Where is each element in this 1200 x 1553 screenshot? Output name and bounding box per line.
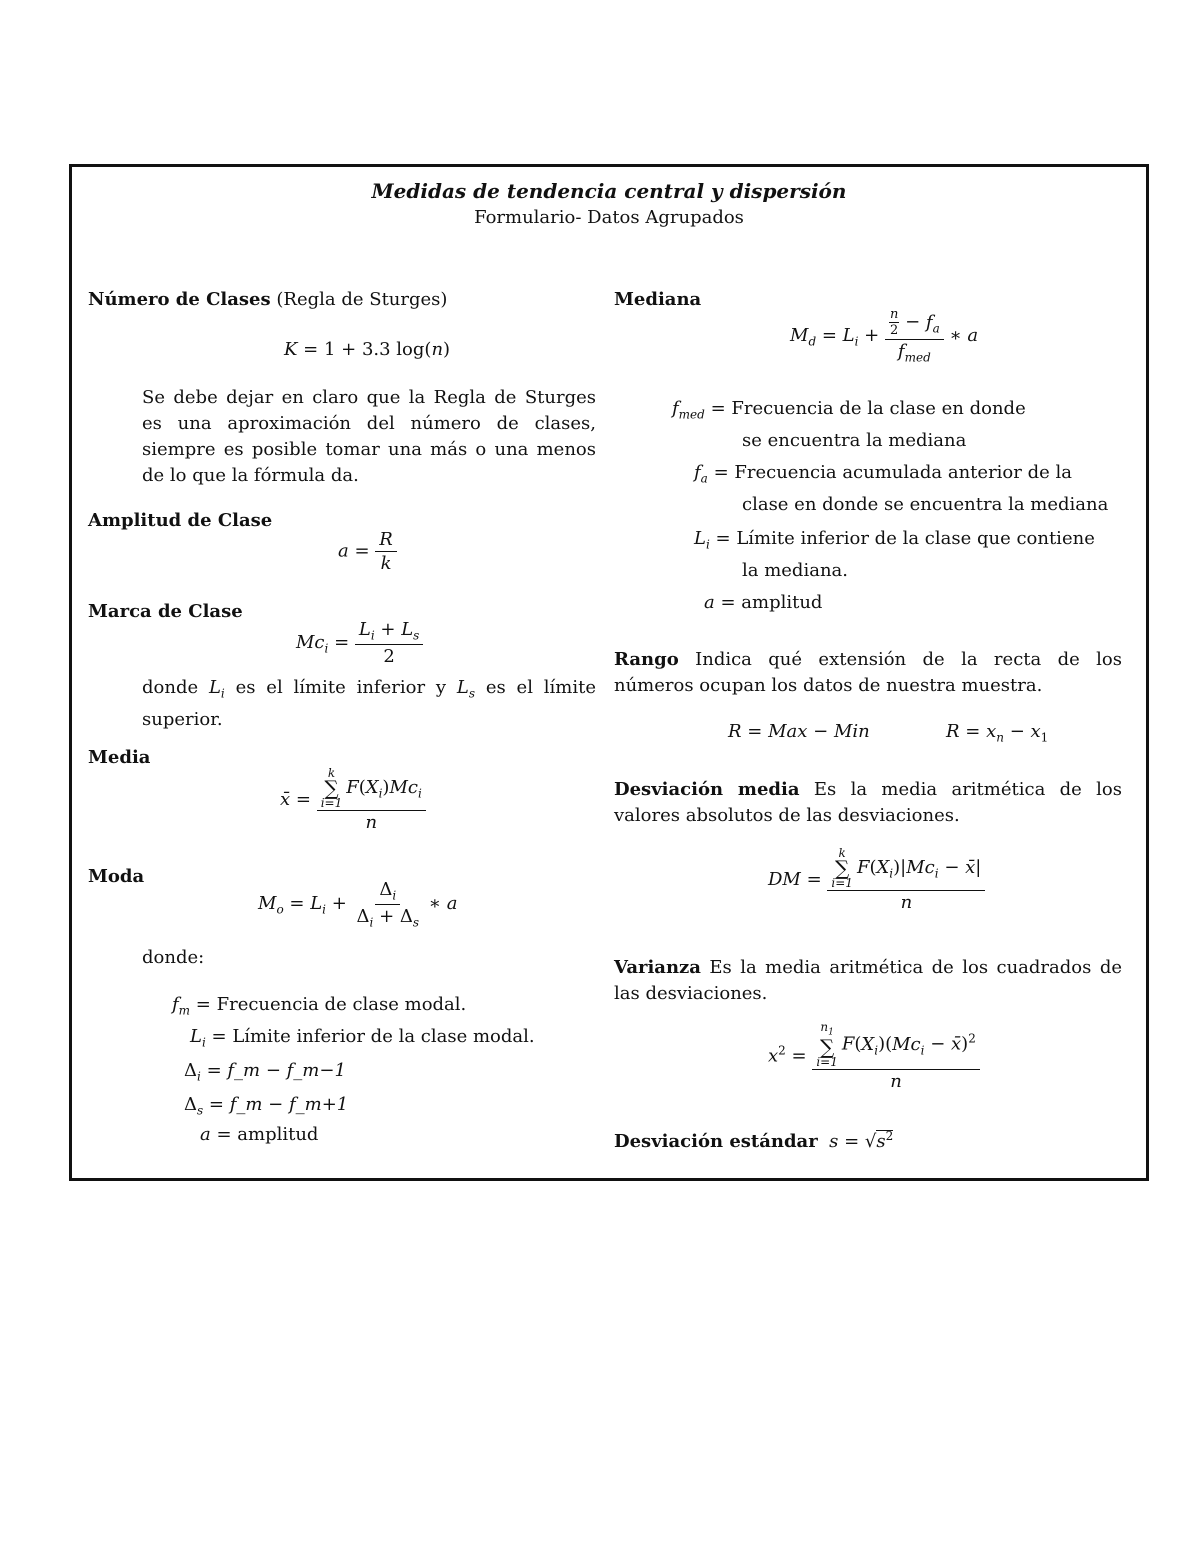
def-fmed-cont: se encuentra la mediana [742,430,967,451]
def-li-mediana: $L_i$ = Límite inferior de la clase que contiene [694,528,1095,552]
varianza-formula: $x^2$ = $n_1$ ∑ i=1 $F(X_i)(Mc_i$ − x̄)$^2$ n [768,1021,980,1092]
desviacion-media-heading: Desviación media [614,779,800,800]
rango-formula-1: R = Max − Min [728,721,870,742]
desviacion-estandar-heading: Desviación estándar [614,1131,818,1152]
marca-note-mid: es el límite inferior y [235,677,447,698]
sturges-formula: K = 1 + 3.3 log(n) [284,339,451,360]
moda-formula: $M_o = L_i$ + $\frac{\Delta_i}{\Delta_i + \Delta_s}$ ∗ a [258,879,458,930]
sturges-note: Se debe dejar en claro que la Regla de Sturges es una aproximación del número de clases, siempre es posible tomar una más o una menos de lo que la fórmula da. [142,387,596,486]
marca-note-pre: donde [142,677,199,698]
def-fa: $f_a$ = Frecuencia acumulada anterior de la [694,462,1072,486]
amplitud-formula: a = $\frac{R}{k}$ [338,529,397,574]
def-delta-s: $\Delta_s$ = f_m − f_m+1 [184,1094,349,1118]
def-delta-i: $\Delta_i$ = f_m − f_m−1 [184,1060,346,1084]
media-formula: x̄ = k ∑ i=1 $F(X_i)Mc_i$ n [280,767,426,833]
formula-sheet-frame [69,164,1149,1181]
def-fm: $f_m$ = Frecuencia de clase modal. [172,994,467,1018]
clases-heading-row [88,289,447,310]
page-subtitle: Formulario- Datos Agrupados [474,207,744,228]
rango-desc: Indica qué extensión de la recta de los números ocupan los datos de nuestra muestra. [614,649,1122,696]
marca-note-post: es el límite superior. [142,677,596,730]
rango-formula-2: $R = x_n - x_1$ [946,721,1049,745]
desviacion-media-desc: Es la media aritmética de los valores absolutos de las desviaciones. [614,779,1122,826]
marca-formula: $Mc_i$ = $\frac{L_i + L_s}{2}$ [296,619,423,667]
def-fmed: $f_{med}$ = Frecuencia de la clase en donde [672,398,1026,422]
varianza-heading: Varianza [614,957,701,978]
moda-heading: Moda [88,866,145,887]
desviacion-media-text [614,777,1122,829]
moda-donde: donde: [142,947,205,968]
rango-heading: Rango [614,649,679,670]
desviacion-estandar-row: Desviación estándar $s = √s^2$ [614,1129,894,1152]
mediana-heading: Mediana [614,289,702,310]
clases-heading-note: (Regla de Sturges) [276,289,448,310]
mediana-formula: $M_d = L_i$ + $\frac{n}{2}$ − $f_a$ $f_{med}$ ∗ a [790,307,979,365]
def-a: a = amplitud [200,1124,319,1145]
def-li-cont: la mediana. [742,560,848,581]
marca-note: donde $L_i$ es el límite inferior y $L_s$ es el límite superior. [142,677,596,730]
rango-text [614,647,1122,699]
clases-heading: Número de Clases [88,289,271,310]
def-fa-cont: clase en donde se encuentra la mediana [742,494,1109,515]
desviacion-media-formula: DM = k ∑ i=1 $F(X_i)|Mc_i$ − x̄| n [768,847,985,913]
varianza-desc: Es la media aritmética de los cuadrados de las desviaciones. [614,957,1122,1004]
def-a-mediana: a = amplitud [704,592,823,613]
def-li: $L_i$ = Límite inferior de la clase modal. [190,1026,535,1050]
page-title: Medidas de tendencia central y dispersión [371,179,847,203]
mediana-definitions [612,393,1132,623]
varianza-text [614,955,1122,1007]
moda-definitions [72,989,592,1159]
marca-heading: Marca de Clase [88,601,243,622]
media-heading: Media [88,747,151,768]
amplitud-heading: Amplitud de Clase [88,510,273,531]
